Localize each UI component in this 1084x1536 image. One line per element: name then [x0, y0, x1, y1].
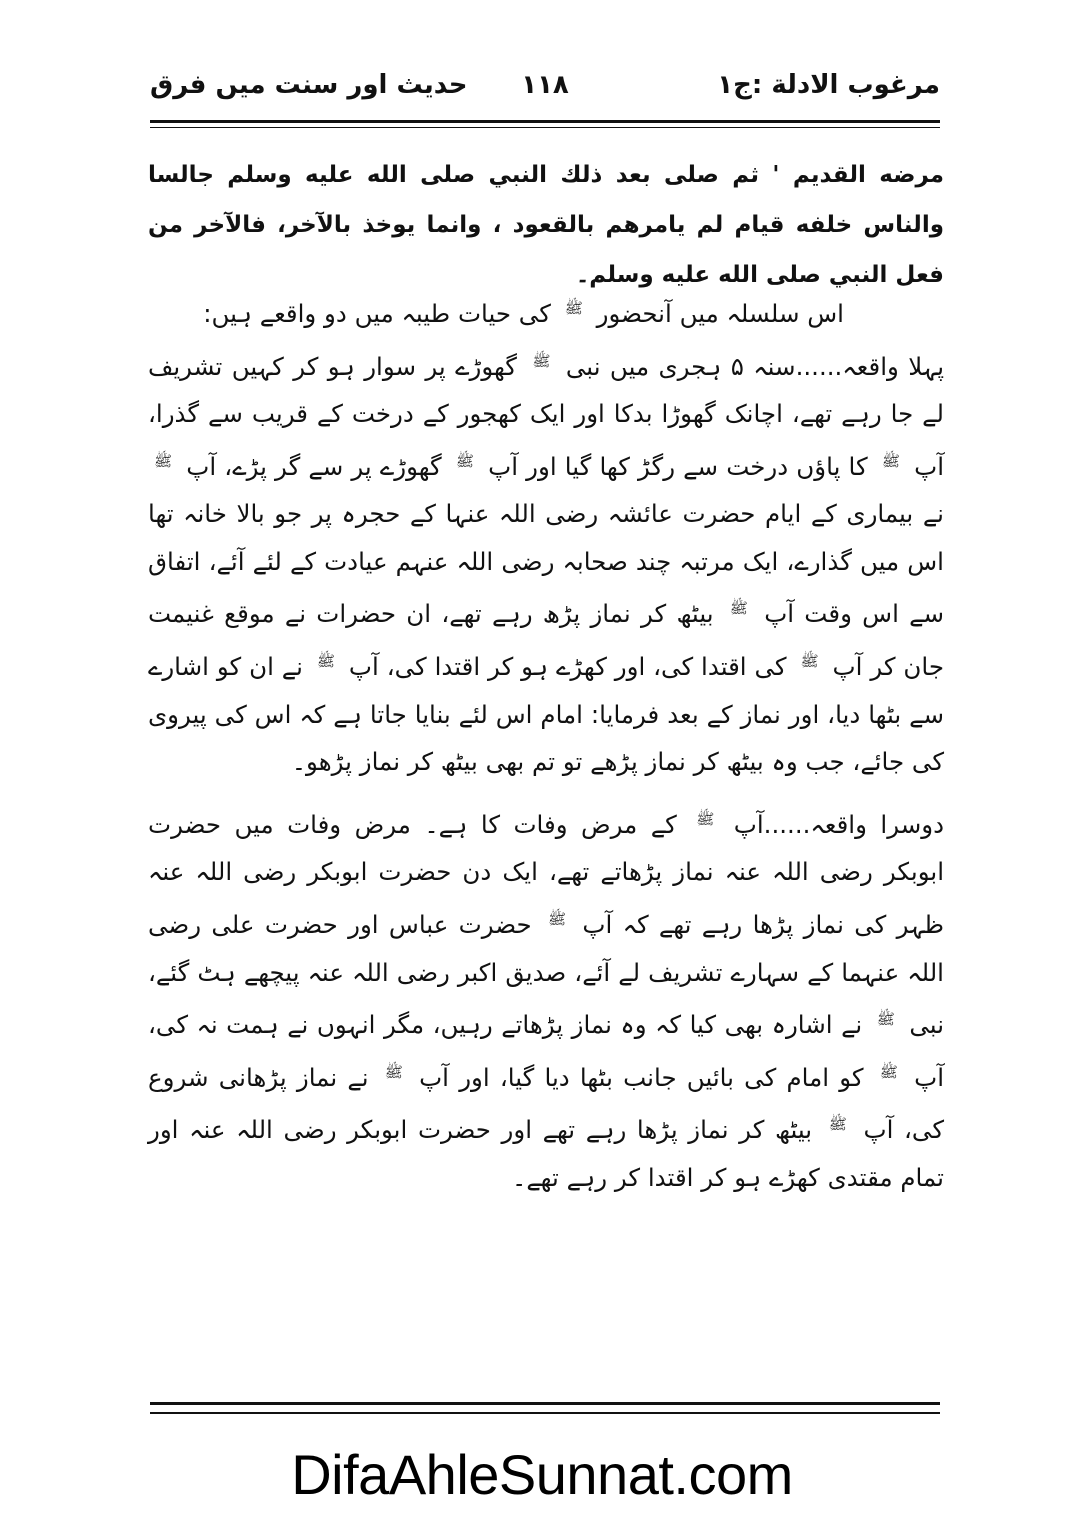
urdu-body: [148, 285, 944, 1202]
intro-paragraph: اس سلسلہ میں آنحضور $^ﷺ$ کی حیات طیبہ میں دو واقعے ہیں:: [203, 299, 844, 329]
salawat-symbol: ﷺ: [696, 809, 715, 828]
salawat-symbol: ﷺ: [532, 351, 551, 370]
salawat-symbol: ﷺ: [455, 451, 474, 470]
salawat-symbol: ﷺ: [547, 909, 567, 928]
arabic-hadith-text: مرضه القديم ' ثم صلى بعد ذلك النبي صلى الله عليه وسلم جالسا والناس خلفه قيام لم يامرهم بالقعود ، وانما يوخذ بالآخر، فالآخر من فعل النبي صلى الله عليه وسلم۔: [148, 162, 944, 288]
salawat-symbol: ﷺ: [729, 599, 748, 618]
salawat-symbol: ﷺ: [316, 652, 336, 671]
salawat-symbol: ﷺ: [564, 299, 583, 317]
salawat-symbol: ﷺ: [384, 1062, 403, 1081]
book-title: مرغوب الادلة :ج۱: [717, 70, 940, 100]
chapter-title: حدیث اور سنت میں فرق: [150, 70, 468, 100]
salawat-symbol: ﷺ: [876, 1010, 895, 1029]
header-rule-thin: [150, 127, 940, 128]
salawat-symbol: ﷺ: [881, 451, 900, 470]
second-incident-paragraph: دوسرا واقعہ......آپ $^ﷺ$ کے مرض وفات کا ہے۔ مرض وفات میں حضرت ابوبکر رضی اللہ عنہ نماز پڑھاتے تھے، ایک دن حضرت ابوبکر رضی اللہ عنہ ظہر کی نماز پڑھا رہے تھے کہ آپ $^ﷺ$ حضرت عباس اور حضرت علی رضی اللہ عنہما کے سہارے تشریف لے آئے، صدیق اکبر رضی اللہ عنہ پیچھے ہٹ گئے، نبی $^ﷺ$ نے اشارہ بھی کیا کہ وہ نماز پڑھاتے رہیں، مگر انہوں نے ہمت نہ کی، آپ $^ﷺ$ کو امام کی بائیں جانب بٹھا دیا گیا، اور آپ $^ﷺ$ نے نماز پڑھانی شروع کی، آپ $^ﷺ$ بیٹھ کر نماز پڑھا رہے تھے اور حضرت ابوبکر رضی اللہ عنہ اور تمام مقتدی کھڑے ہو کر اقتدا کر رہے تھے۔: [148, 809, 945, 1193]
header-rule-thick: [150, 120, 940, 123]
salawat-symbol: ﷺ: [879, 1062, 898, 1081]
salawat-symbol: ﷺ: [800, 652, 819, 671]
page-header: [150, 70, 940, 110]
footer-rule-thin: [150, 1412, 940, 1414]
page-number: ۱۱۸: [521, 70, 569, 100]
salawat-symbol: ﷺ: [828, 1115, 847, 1134]
website-watermark: DifaAhleSunnat.com: [291, 1443, 793, 1506]
footer-rule-thick: [150, 1402, 940, 1405]
salawat-symbol: ﷺ: [154, 451, 173, 470]
first-incident-paragraph: پہلا واقعہ......سنہ ۵ ہجری میں نبی $^ﷺ$ گھوڑے پر سوار ہو کر کہیں تشریف لے جا رہے تھے، اچانک گھوڑا بدکا اور ایک کھجور کے درخت کے قریب سے گذرا، آپ $^ﷺ$ کا پاؤں درخت سے رگڑ کھا گیا اور آپ $^ﷺ$ گھوڑے پر سے گر پڑے، آپ $^ﷺ$ نے بیماری کے ایام حضرت عائشہ رضی اللہ عنہا کے حجرہ پر جو بالا خانہ تھا اس میں گذارے، ایک مرتبہ چند صحابہ رضی اللہ عنہم عیادت کے لئے آئے، اتفاق سے اس وقت آپ $^ﷺ$ بیٹھ کر نماز پڑھ رہے تھے، ان حضرات نے موقع غنیمت جان کر آپ $^ﷺ$ کی اقتدا کی، اور کھڑے ہو کر اقتدا کی، آپ $^ﷺ$ نے ان کو اشارے سے بٹھا دیا، اور نماز کے بعد فرمایا: امام اس لئے بنایا جاتا ہے کہ اس کی پیروی کی جائے، جب وہ بیٹھ کر نماز پڑھے تو تم بھی بیٹھ کر نماز پڑھو۔: [148, 351, 945, 777]
